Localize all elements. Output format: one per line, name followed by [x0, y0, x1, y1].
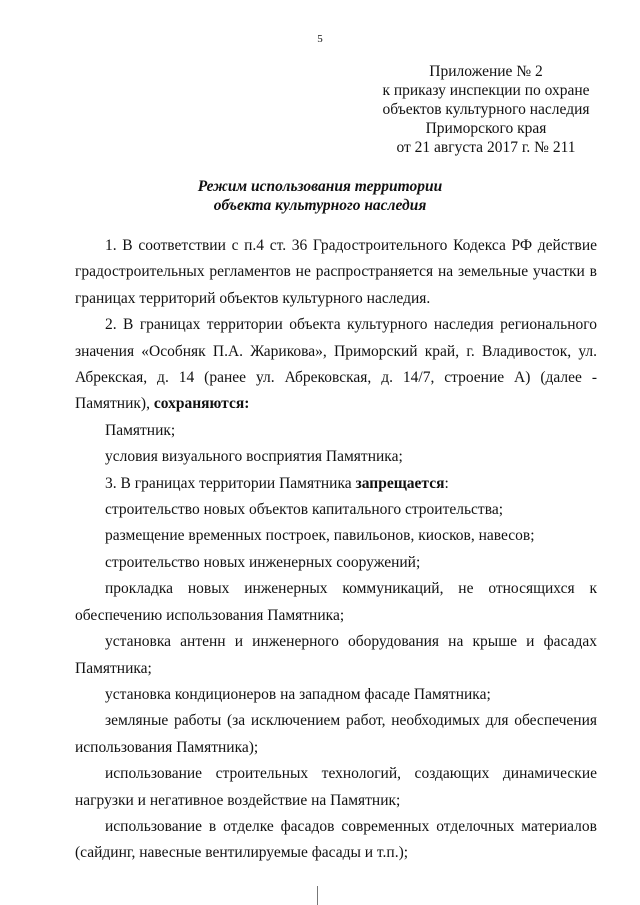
- list-item: прокладка новых инженерных коммуникаций, не относящихся к обеспечению использования Памятника;: [75, 580, 597, 624]
- bold-keyword: запрещается: [355, 474, 445, 492]
- paragraph-preserved: [75, 312, 597, 418]
- title-line: Режим использования территории: [197, 178, 443, 195]
- list-item: условия визуального восприятия Памятника;: [105, 448, 403, 466]
- paragraph-text: :: [444, 474, 449, 492]
- appendix-line: Приложение № 2: [429, 63, 543, 80]
- document-title: [0, 177, 640, 215]
- list-item: строительство новых объектов капитального строительства;: [105, 501, 504, 519]
- page-number: 5: [317, 33, 323, 45]
- appendix-line: Приморского края: [425, 120, 547, 137]
- appendix-header: [372, 62, 600, 157]
- paragraph-legal-basis: 1. В соответствии с п.4 ст. 36 Градостроительного Кодекса РФ действие градостроительных регламентов не распространяется на земельные участки в границах территорий объектов культурного наследия.: [75, 237, 597, 307]
- scan-artifact-line: [317, 886, 318, 905]
- appendix-line: объектов культурного наследия: [382, 101, 590, 118]
- paragraph-prohibited: [75, 471, 597, 497]
- list-item: земляные работы (за исключением работ, необходимых для обеспечения использования Памятника);: [75, 712, 597, 756]
- list-item: строительство новых инженерных сооружений;: [105, 553, 421, 571]
- document-body: [75, 233, 597, 867]
- appendix-line: к приказу инспекции по охране: [382, 82, 590, 99]
- paragraph-text: 3. В границах территории Памятника: [105, 474, 356, 492]
- title-line: объекта культурного наследия: [213, 197, 427, 214]
- bold-keyword: сохраняются:: [153, 395, 250, 413]
- list-item: использование строительных технологий, создающих динамические нагрузки и негативное воздействие на Памятник;: [75, 765, 597, 809]
- list-item: установка кондиционеров на западном фасаде Памятника;: [105, 685, 491, 703]
- list-item: размещение временных построек, павильонов, киосков, навесов;: [105, 527, 535, 545]
- list-item: установка антенн и инженерного оборудования на крыше и фасадах Памятника;: [75, 633, 597, 677]
- paragraph-text: 2. В границах территории объекта культурного наследия регионального значения «Особняк П.А. Жарикова», Приморский край, г. Владивосток, ул. Абрекская, д. 14 (ранее ул. Абрековская, д. 14/7, строение А) (далее - Памятник),: [75, 316, 597, 413]
- appendix-line: от 21 августа 2017 г. № 211: [396, 139, 576, 156]
- list-item: Памятник;: [105, 421, 176, 439]
- list-item: использование в отделке фасадов современных отделочных материалов (сайдинг, навесные вентилируемые фасады и т.п.);: [75, 817, 597, 862]
